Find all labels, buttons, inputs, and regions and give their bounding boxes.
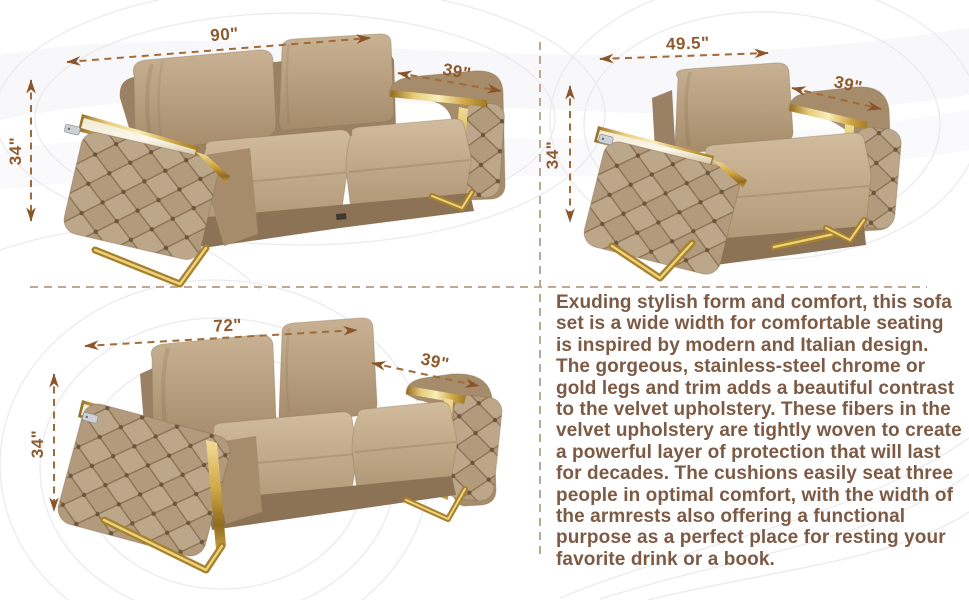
- sofa-back-cushion-right: [279, 34, 394, 130]
- loveseat-width-label: 72": [212, 315, 243, 336]
- loveseat-back-cushion-right: [279, 318, 377, 423]
- sofa-depth-label: 39": [441, 59, 473, 84]
- chair-depth-label: 39": [832, 72, 865, 98]
- chair-width-label: 49.5": [665, 33, 710, 54]
- sofa-height-label: 34": [6, 136, 25, 166]
- product-description: Exuding stylish form and comfort, this sofa set is a wide width for comfortable seating is inspired by modern and Italian design. The gorgeous, stainless-steel chrome or gold legs and trim adds a beautiful contrast to the velvet upholstery. These fibers in the velvet upholstery are tightly woven to create a powerful layer of protection that will last for decades. The cushions easily seat three people in optimal comfort, with the width of the armrests also offering a functional purpose as a perfect place for resting your favorite drink or a book.: [556, 292, 962, 570]
- sofa-width-label: 90": [209, 23, 240, 46]
- sofa-center-bracket: [336, 213, 346, 220]
- loveseat-seat-cushion-right: [352, 402, 457, 489]
- loveseat-depth-label: 39": [419, 349, 452, 374]
- sofa-arm-tag: [64, 124, 80, 135]
- loveseat-height-label: 34": [28, 429, 47, 459]
- chair-height-label: 34": [543, 140, 562, 170]
